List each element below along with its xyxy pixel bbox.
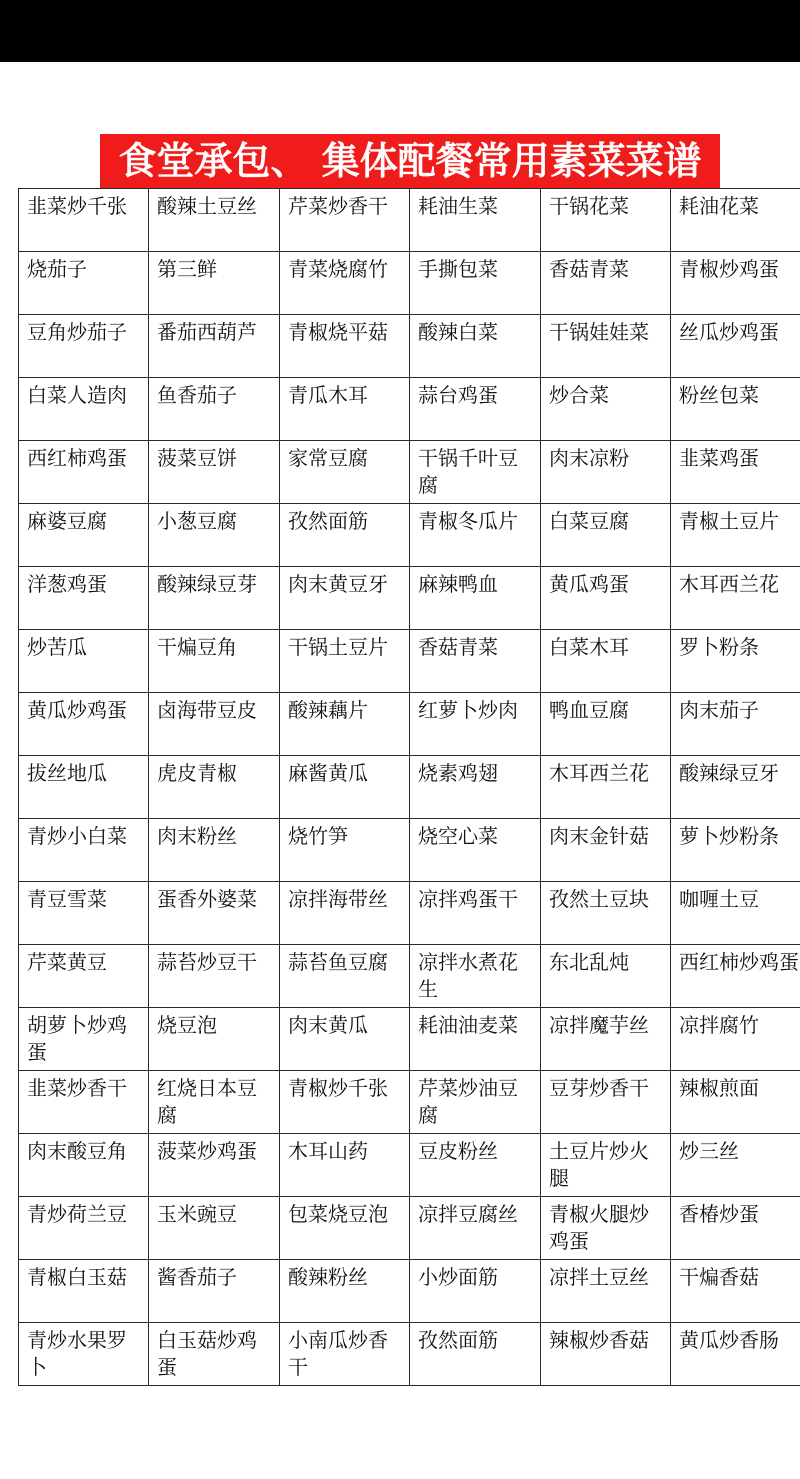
top-black-bar <box>0 0 800 62</box>
dish-cell: 麻婆豆腐 <box>19 504 149 567</box>
dish-cell: 孜然面筋 <box>410 1323 541 1386</box>
dish-cell: 蒜苔鱼豆腐 <box>280 945 410 1008</box>
dish-cell: 小炒面筋 <box>410 1260 541 1323</box>
dish-cell: 青椒土豆片 <box>671 504 800 567</box>
dish-cell: 虎皮青椒 <box>149 756 280 819</box>
dish-cell: 辣椒煎面 <box>671 1071 800 1134</box>
table-row <box>19 378 800 441</box>
dish-cell: 青豆雪菜 <box>19 882 149 945</box>
table-row <box>19 693 800 756</box>
dish-cell: 烧竹笋 <box>280 819 410 882</box>
dish-cell: 家常豆腐 <box>280 441 410 504</box>
dish-cell: 胡萝卜炒鸡蛋 <box>19 1008 149 1071</box>
dish-cell: 小葱豆腐 <box>149 504 280 567</box>
dish-cell: 酸辣绿豆芽 <box>149 567 280 630</box>
table-row <box>19 252 800 315</box>
dish-cell: 白菜木耳 <box>541 630 671 693</box>
dish-cell: 木耳西兰花 <box>541 756 671 819</box>
page-title: 食堂承包、 集体配餐常用素菜菜谱 <box>100 134 720 188</box>
table-row <box>19 315 800 378</box>
dish-cell: 鱼香茄子 <box>149 378 280 441</box>
dish-cell: 麻辣鸭血 <box>410 567 541 630</box>
dish-cell: 肉末黄豆牙 <box>280 567 410 630</box>
dish-cell: 辣椒炒香菇 <box>541 1323 671 1386</box>
table-row <box>19 1008 800 1071</box>
dish-cell: 烧茄子 <box>19 252 149 315</box>
table-row <box>19 1071 800 1134</box>
dish-cell: 番茄西葫芦 <box>149 315 280 378</box>
dish-cell: 黄瓜炒鸡蛋 <box>19 693 149 756</box>
dish-cell: 玉米豌豆 <box>149 1197 280 1260</box>
dish-cell: 烧豆泡 <box>149 1008 280 1071</box>
dish-cell: 青椒炒鸡蛋 <box>671 252 800 315</box>
dish-cell: 木耳西兰花 <box>671 567 800 630</box>
dish-cell: 干煸豆角 <box>149 630 280 693</box>
dish-cell: 酸辣藕片 <box>280 693 410 756</box>
dish-cell: 干锅娃娃菜 <box>541 315 671 378</box>
dish-cell: 青炒荷兰豆 <box>19 1197 149 1260</box>
dish-cell: 豆角炒茄子 <box>19 315 149 378</box>
dish-cell: 西红柿鸡蛋 <box>19 441 149 504</box>
dish-cell: 炒合菜 <box>541 378 671 441</box>
dish-cell: 韭菜鸡蛋 <box>671 441 800 504</box>
table-row <box>19 1197 800 1260</box>
dish-cell: 青椒火腿炒鸡蛋 <box>541 1197 671 1260</box>
dish-cell: 肉末凉粉 <box>541 441 671 504</box>
dish-cell: 烧空心菜 <box>410 819 541 882</box>
dish-cell: 青椒烧平菇 <box>280 315 410 378</box>
dish-cell: 肉末粉丝 <box>149 819 280 882</box>
dish-cell: 土豆片炒火腿 <box>541 1134 671 1197</box>
dish-cell: 青椒炒千张 <box>280 1071 410 1134</box>
dish-cell: 肉末黄瓜 <box>280 1008 410 1071</box>
dish-cell: 菠菜豆饼 <box>149 441 280 504</box>
dish-cell: 香椿炒蛋 <box>671 1197 800 1260</box>
dish-cell: 烧素鸡翅 <box>410 756 541 819</box>
table-row <box>19 945 800 1008</box>
dish-cell: 红烧日本豆腐 <box>149 1071 280 1134</box>
dish-cell: 豆芽炒香干 <box>541 1071 671 1134</box>
table-row <box>19 504 800 567</box>
dish-cell: 西红柿炒鸡蛋 <box>671 945 800 1008</box>
dish-cell: 凉拌水煮花生 <box>410 945 541 1008</box>
dish-cell: 蛋香外婆菜 <box>149 882 280 945</box>
dish-cell: 酸辣粉丝 <box>280 1260 410 1323</box>
dish-cell: 干锅千叶豆腐 <box>410 441 541 504</box>
dish-cell: 小南瓜炒香干 <box>280 1323 410 1386</box>
dish-cell: 黄瓜鸡蛋 <box>541 567 671 630</box>
dish-cell: 黄瓜炒香肠 <box>671 1323 800 1386</box>
dish-cell: 卤海带豆皮 <box>149 693 280 756</box>
dish-cell: 凉拌海带丝 <box>280 882 410 945</box>
dish-cell: 青炒小白菜 <box>19 819 149 882</box>
dish-cell: 手撕包菜 <box>410 252 541 315</box>
table-row <box>19 189 800 252</box>
dish-cell: 白菜人造肉 <box>19 378 149 441</box>
dish-cell: 韭菜炒千张 <box>19 189 149 252</box>
menu-table-container <box>18 188 800 1398</box>
dish-cell: 芹菜炒油豆腐 <box>410 1071 541 1134</box>
dish-cell: 凉拌土豆丝 <box>541 1260 671 1323</box>
dish-cell: 凉拌魔芋丝 <box>541 1008 671 1071</box>
dish-cell: 罗卜粉条 <box>671 630 800 693</box>
dish-cell: 豆皮粉丝 <box>410 1134 541 1197</box>
dish-cell: 孜然土豆块 <box>541 882 671 945</box>
dish-cell: 包菜烧豆泡 <box>280 1197 410 1260</box>
dish-cell: 芹菜炒香干 <box>280 189 410 252</box>
table-row <box>19 756 800 819</box>
dish-cell: 蒜台鸡蛋 <box>410 378 541 441</box>
dish-cell: 干锅土豆片 <box>280 630 410 693</box>
dish-cell: 拔丝地瓜 <box>19 756 149 819</box>
table-row <box>19 1260 800 1323</box>
menu-table <box>18 188 800 1386</box>
dish-cell: 凉拌豆腐丝 <box>410 1197 541 1260</box>
table-row <box>19 567 800 630</box>
dish-cell: 干锅花菜 <box>541 189 671 252</box>
table-row <box>19 630 800 693</box>
dish-cell: 丝瓜炒鸡蛋 <box>671 315 800 378</box>
dish-cell: 木耳山药 <box>280 1134 410 1197</box>
dish-cell: 孜然面筋 <box>280 504 410 567</box>
dish-cell: 白菜豆腐 <box>541 504 671 567</box>
dish-cell: 耗油油麦菜 <box>410 1008 541 1071</box>
dish-cell: 鸭血豆腐 <box>541 693 671 756</box>
dish-cell: 香菇青菜 <box>410 630 541 693</box>
dish-cell: 酸辣绿豆牙 <box>671 756 800 819</box>
dish-cell: 洋葱鸡蛋 <box>19 567 149 630</box>
dish-cell: 菠菜炒鸡蛋 <box>149 1134 280 1197</box>
table-row <box>19 441 800 504</box>
dish-cell: 肉末金针菇 <box>541 819 671 882</box>
dish-cell: 青瓜木耳 <box>280 378 410 441</box>
table-row <box>19 1134 800 1197</box>
dish-cell: 韭菜炒香干 <box>19 1071 149 1134</box>
dish-cell: 肉末茄子 <box>671 693 800 756</box>
table-row <box>19 1323 800 1386</box>
dish-cell: 东北乱炖 <box>541 945 671 1008</box>
dish-cell: 干煸香菇 <box>671 1260 800 1323</box>
dish-cell: 肉末酸豆角 <box>19 1134 149 1197</box>
dish-cell: 粉丝包菜 <box>671 378 800 441</box>
dish-cell: 芹菜黄豆 <box>19 945 149 1008</box>
dish-cell: 凉拌腐竹 <box>671 1008 800 1071</box>
dish-cell: 炒苦瓜 <box>19 630 149 693</box>
dish-cell: 青椒冬瓜片 <box>410 504 541 567</box>
dish-cell: 青炒水果罗卜 <box>19 1323 149 1386</box>
dish-cell: 萝卜炒粉条 <box>671 819 800 882</box>
dish-cell: 麻酱黄瓜 <box>280 756 410 819</box>
dish-cell: 炒三丝 <box>671 1134 800 1197</box>
dish-cell: 耗油生菜 <box>410 189 541 252</box>
menu-table-body <box>19 189 800 1386</box>
table-row <box>19 819 800 882</box>
dish-cell: 青椒白玉菇 <box>19 1260 149 1323</box>
dish-cell: 红萝卜炒肉 <box>410 693 541 756</box>
dish-cell: 香菇青菜 <box>541 252 671 315</box>
dish-cell: 白玉菇炒鸡蛋 <box>149 1323 280 1386</box>
dish-cell: 蒜苔炒豆干 <box>149 945 280 1008</box>
dish-cell: 酱香茄子 <box>149 1260 280 1323</box>
dish-cell: 耗油花菜 <box>671 189 800 252</box>
dish-cell: 青菜烧腐竹 <box>280 252 410 315</box>
dish-cell: 酸辣白菜 <box>410 315 541 378</box>
dish-cell: 咖喱土豆 <box>671 882 800 945</box>
dish-cell: 酸辣土豆丝 <box>149 189 280 252</box>
dish-cell: 凉拌鸡蛋干 <box>410 882 541 945</box>
table-row <box>19 882 800 945</box>
dish-cell: 第三鲜 <box>149 252 280 315</box>
